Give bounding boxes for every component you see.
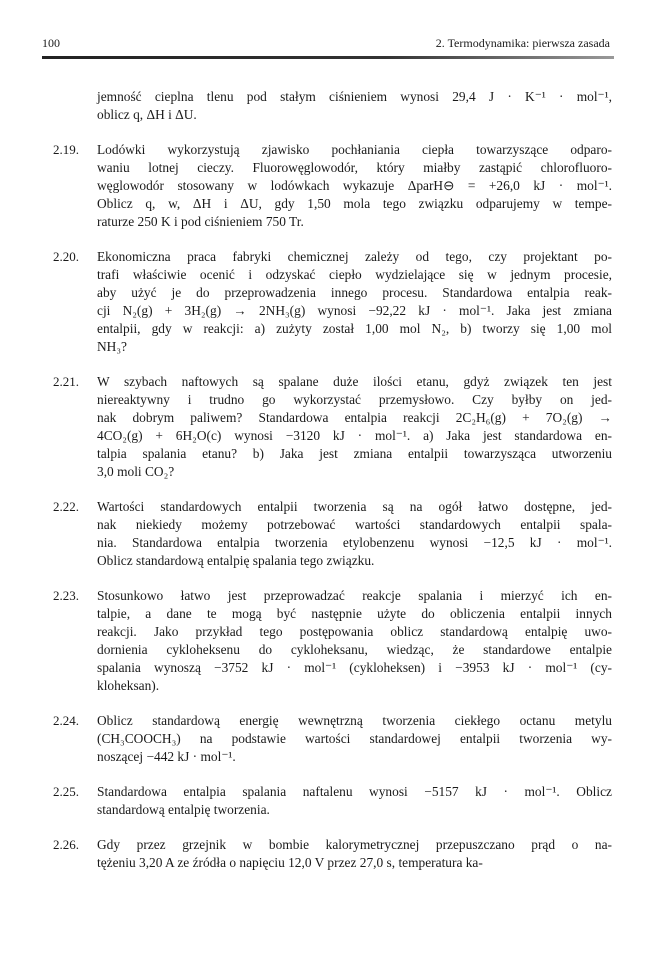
problem-text-line: Ekonomiczna praca fabryki chemicznej zależy od tego, czy projektant po- [97, 249, 612, 264]
problem-text-line: talpie, a dane te mogą być następnie użyte do obliczenia entalpii innych [97, 606, 612, 621]
problem-text-line: Wartości standardowych entalpii tworzenia są na ogół łatwo dostępne, jed- [97, 499, 612, 514]
problem-text-line: aby użyć je do przeprowadzenia innego procesu. Standardowa entalpia reak- [97, 285, 612, 300]
problem-text-line: Stosunkowo łatwo jest przeprowadzać reakcje spalania i mierzyć ich en- [97, 588, 612, 603]
problem-text-line: spalania wynoszą −3752 kJ · mol⁻¹ (cykloheksen) i −3953 kJ · mol⁻¹ (cy- [97, 660, 612, 675]
problem-text-line: waniu lotnej cieczy. Fluorowęglowodór, który miałby zastąpić chlorofluoro- [97, 160, 612, 175]
problem-number: 2.26. [53, 837, 79, 852]
problem-text-line: trafi właściwie ocenić i odzyskać ciepło wydzielające się w jednym procesie, [97, 267, 612, 282]
problem-number: 2.23. [53, 588, 79, 603]
problem-text-line: noszącej −442 kJ · mol⁻¹. [97, 749, 236, 764]
problem-text-line: jemność cieplna tlenu pod stałym ciśnieniem wynosi 29,4 J · K⁻¹ · mol⁻¹, [97, 89, 612, 104]
problem-text-line: (CH₃COOCH₃) na podstawie wartości standardowej entalpii tworzenia wy- [97, 731, 612, 746]
problem-text-line: Oblicz q, w, ΔH i ΔU, gdy 1,50 mola tego związku odparujemy w tempe- [97, 196, 612, 211]
problem-text-line: Gdy przez grzejnik w bombie kalorymetrycznej przepuszczano prąd o na- [97, 837, 612, 852]
problem [0, 141, 648, 231]
problem-text-line: tężeniu 3,20 A ze źródła o napięciu 12,0 V przez 27,0 s, temperatura ka- [97, 855, 483, 870]
problem-text-line: standardową entalpię tworzenia. [97, 802, 270, 817]
problem-text-line: Oblicz standardową entalpię spalania tego związku. [97, 553, 375, 568]
problem-text-line: oblicz q, ΔH i ΔU. [97, 107, 197, 122]
problem-number: 2.20. [53, 249, 79, 264]
problem [0, 88, 648, 124]
problem [0, 712, 648, 766]
problem [0, 783, 648, 819]
problem-text-line: Standardowa entalpia spalania naftalenu wynosi −5157 kJ · mol⁻¹. Oblicz [97, 784, 612, 799]
header-rule [42, 56, 614, 59]
problem-text-line: nak dobrym paliwem? Standardowa entalpia reakcji 2C₂H₆(g) + 7O₂(g) → [97, 410, 612, 425]
problem-text-line: talpia spalania etanu? b) Jaka jest zmiana entalpii towarzysząca utworzeniu [97, 446, 612, 461]
problem [0, 587, 648, 695]
problem-number: 2.24. [53, 713, 79, 728]
problem-text-line: NH₃? [97, 339, 127, 354]
problems-list [0, 88, 648, 872]
problem-text-line: Lodówki wykorzystują zjawisko pochłaniania ciepła towarzyszące odparo- [97, 142, 612, 157]
problem-text-line: kloheksan). [97, 678, 160, 693]
problem-text-line: 3,0 moli CO₂? [97, 464, 175, 479]
problem-number: 2.22. [53, 499, 79, 514]
problem-text-line: Oblicz standardową energię wewnętrzną tworzenia ciekłego octanu metylu [97, 713, 612, 728]
problem-text-line: dornienia cykloheksenu do cykloheksanu, wiedząc, że standardowe entalpie [97, 642, 612, 657]
problem-text-line: entalpii, gdy w reakcji: a) zużyty został 1,00 mol N₂, b) tworzy się 1,00 mol [97, 321, 612, 336]
problem [0, 836, 648, 872]
problem-number: 2.19. [53, 142, 79, 157]
problem-text-line: 4CO₂(g) + 6H₂O(c) wynosi −3120 kJ · mol⁻¹. a) Jaka jest standardowa en- [97, 428, 612, 443]
problem [0, 248, 648, 356]
problem-text-line: W szybach naftowych są spalane duże ilości etanu, gdyż związek ten jest [97, 374, 612, 389]
page-number: 100 [42, 36, 60, 50]
problem [0, 498, 648, 570]
running-head: 2. Termodynamika: pierwsza zasada [435, 36, 610, 50]
problem-text-line: cji N₂(g) + 3H₂(g) → 2NH₃(g) wynosi −92,22 kJ · mol⁻¹. Jaka jest zmiana [97, 303, 612, 318]
problem-number: 2.21. [53, 374, 79, 389]
problem-text-line: reakcji. Jako przykład tego postępowania oblicz standardową entalpię uwo- [97, 624, 612, 639]
problem-text-line: nia. Standardowa entalpia tworzenia etylobenzenu wynosi −12,5 kJ · mol⁻¹. [97, 535, 612, 550]
problem-text-line: raturze 250 K i pod ciśnieniem 750 Tr. [97, 214, 304, 229]
problem [0, 373, 648, 481]
problem-number: 2.25. [53, 784, 79, 799]
problem-text-line: niereaktywny i trudno go wykorzystać przemysłowo. Czy byłby on jed- [97, 392, 612, 407]
problem-text-line: nak niekiedy możemy potrzebować wartości standardowych entalpii spala- [97, 517, 612, 532]
problem-text-line: węglowodór stosowany w lodówkach wykazuje ΔparH⊖ = +26,0 kJ · mol⁻¹. [97, 178, 612, 193]
